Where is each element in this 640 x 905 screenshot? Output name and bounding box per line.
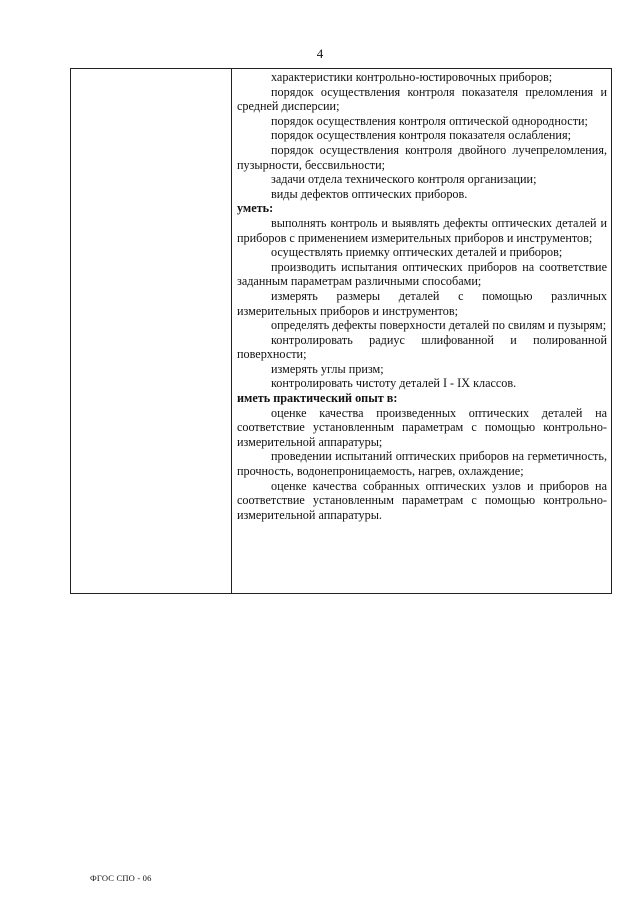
- skill-item: осуществлять приемку оптических деталей и приборов;: [271, 245, 563, 260]
- skill-item: производить испытания оптических приборов на соответствие заданным параметрам различными способами;: [237, 259, 607, 289]
- know-item: задачи отдела технического контроля организации;: [271, 172, 537, 187]
- know-item: порядок осуществления контроля оптической однородности;: [271, 113, 588, 128]
- know-item: порядок осуществления контроля показателя ослабления;: [271, 128, 571, 143]
- skill-item: измерять размеры деталей с помощью различных измерительных приборов и инструментов;: [237, 288, 607, 318]
- skill-item: измерять углы призм;: [271, 361, 384, 376]
- skills-heading: уметь:: [237, 201, 274, 216]
- know-item: порядок осуществления контроля показателя преломления и средней дисперсии;: [237, 84, 607, 114]
- skill-item: выполнять контроль и выявлять дефекты оптических деталей и приборов с применением измерительных приборов и инструментов;: [237, 215, 607, 245]
- know-item: характеристики контрольно-юстировочных приборов;: [271, 70, 553, 84]
- footer-standard-code: ФГОС СПО - 06: [90, 873, 152, 883]
- experience-item: проведении испытаний оптических приборов на герметичность, прочность, водонепроницаемость, нагрев, охлаждение;: [237, 449, 607, 479]
- experience-item: оценке качества произведенных оптических деталей на соответствие установленным параметрам с помощью контрольно-измерительной аппаратуры;: [237, 405, 607, 449]
- table-left-cell: [71, 69, 232, 593]
- know-item: виды дефектов оптических приборов.: [271, 186, 468, 201]
- skill-item: контролировать радиус шлифованной и полированной поверхности;: [237, 332, 607, 362]
- experience-heading: иметь практический опыт в:: [237, 391, 398, 406]
- page-number: 4: [316, 46, 324, 61]
- content-table: [70, 68, 612, 594]
- experience-item: оценке качества собранных оптических узлов и приборов на соответствие установленным параметрам с помощью контрольно-измерительной аппаратуры.: [237, 478, 607, 522]
- skill-item: контролировать чистоту деталей I - IX классов.: [271, 376, 517, 391]
- skill-item: определять дефекты поверхности деталей по свилям и пузырям;: [271, 318, 607, 333]
- know-item: порядок осуществления контроля двойного лучепреломления, пузырности, бессвильности;: [237, 142, 607, 172]
- table-right-cell: [237, 70, 607, 522]
